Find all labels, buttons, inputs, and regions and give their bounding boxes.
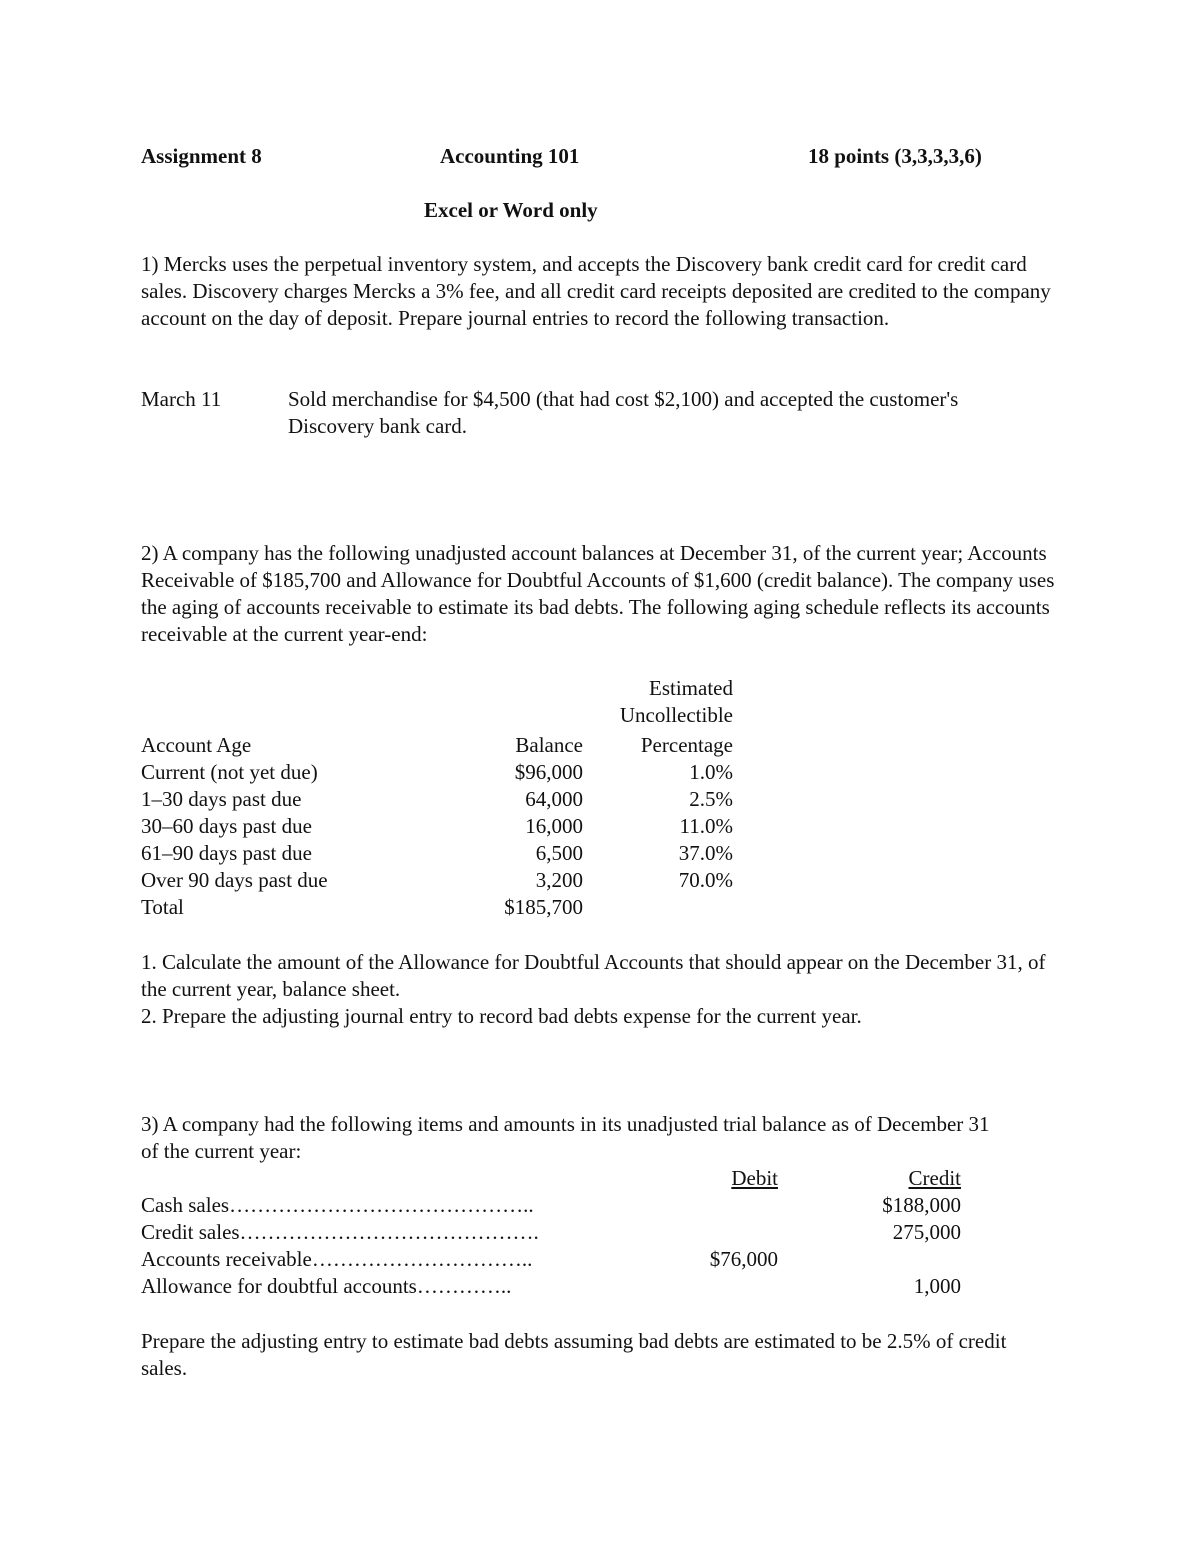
table-row — [141, 759, 741, 786]
q1-date: March 11 — [141, 387, 222, 411]
header-debit: Debit — [731, 1166, 778, 1190]
trial-balance-header-row — [141, 1165, 961, 1192]
header-pct-line2: Uncollectible — [619, 703, 733, 727]
cell-age: Current (not yet due) — [141, 760, 318, 784]
table-row — [141, 867, 741, 894]
table-row — [141, 1273, 961, 1300]
cell-age: 1–30 days past due — [141, 787, 302, 811]
cell-balance: 16,000 — [525, 814, 583, 838]
cell-balance: $96,000 — [514, 760, 583, 784]
cell-account: Accounts receivable………………………….. — [141, 1247, 533, 1271]
cell-account: Credit sales……………………………………. — [141, 1220, 539, 1244]
table-row — [141, 1192, 961, 1219]
table-header-row — [141, 675, 741, 702]
cell-age: 61–90 days past due — [141, 841, 312, 865]
cell-balance: 6,500 — [535, 841, 583, 865]
q3-paragraph: 3) A company had the following items and amounts in its unadjusted trial balance as of December 31 of the current year: — [141, 1112, 990, 1163]
cell-pct: 37.0% — [678, 841, 733, 865]
cell-pct: 70.0% — [678, 868, 733, 892]
header-pct-line1: Estimated — [649, 676, 733, 700]
q3-task: Prepare the adjusting entry to estimate bad debts assuming bad debts are estimated to be 2.5% of credit sales. — [141, 1329, 1007, 1380]
table-row — [141, 786, 741, 813]
cell-pct: 1.0% — [689, 760, 733, 784]
cell-credit: 1,000 — [913, 1274, 961, 1298]
cell-credit: 275,000 — [892, 1220, 961, 1244]
cell-account: Cash sales…………………………………….. — [141, 1193, 534, 1217]
header-account-age: Account Age — [141, 733, 252, 757]
cell-age: Over 90 days past due — [141, 868, 328, 892]
table-header-row — [141, 732, 741, 759]
q2-paragraph: 2) A company has the following unadjusted account balances at December 31, of the current year; Accounts Receivable of $185,700 and Allowance for Doubtful Accounts of $1,600 (credit balance). The company uses the aging of accounts receivable to estimate its bad debts. The following aging schedule reflects its accounts receivable at the current year-end: — [141, 541, 1055, 646]
cell-pct: 11.0% — [679, 814, 733, 838]
header-balance: Balance — [515, 733, 583, 757]
cell-pct: 2.5% — [689, 787, 733, 811]
q1-transaction: Sold merchandise for $4,500 (that had cost $2,100) and accepted the customer's Discovery bank card. — [288, 387, 959, 438]
table-row — [141, 840, 741, 867]
table-row — [141, 813, 741, 840]
table-header-row — [141, 702, 741, 729]
q1-paragraph: 1) Mercks uses the perpetual inventory system, and accepts the Discovery bank credit card for credit card sales. Discovery charges Mercks a 3% fee, and all credit card receipts deposited are credited to the company account on the day of deposit. Prepare journal entries to record the following transaction. — [141, 252, 1051, 330]
assignment-title: Assignment 8 — [141, 144, 262, 168]
header-pct-line3: Percentage — [640, 733, 733, 757]
table-total-row — [141, 894, 741, 921]
header-credit: Credit — [908, 1166, 961, 1190]
cell-balance: $185,700 — [504, 895, 583, 919]
q2-task1: 1. Calculate the amount of the Allowance for Doubtful Accounts that should appear on the December 31, of the current year, balance sheet. — [141, 950, 1046, 1001]
q2-task2: 2. Prepare the adjusting journal entry to record bad debts expense for the current year. — [141, 1004, 862, 1028]
table-row — [141, 1219, 961, 1246]
cell-balance: 3,200 — [535, 868, 583, 892]
cell-debit: $76,000 — [709, 1247, 778, 1271]
cell-account: Allowance for doubtful accounts………….. — [141, 1274, 512, 1298]
cell-age: 30–60 days past due — [141, 814, 312, 838]
cell-balance: 64,000 — [525, 787, 583, 811]
cell-age: Total — [141, 895, 184, 919]
table-row — [141, 1246, 961, 1273]
cell-credit: $188,000 — [882, 1193, 961, 1217]
format-note: Excel or Word only — [424, 198, 598, 222]
course-title: Accounting 101 — [440, 144, 580, 168]
points-label: 18 points (3,3,3,3,6) — [808, 144, 982, 168]
